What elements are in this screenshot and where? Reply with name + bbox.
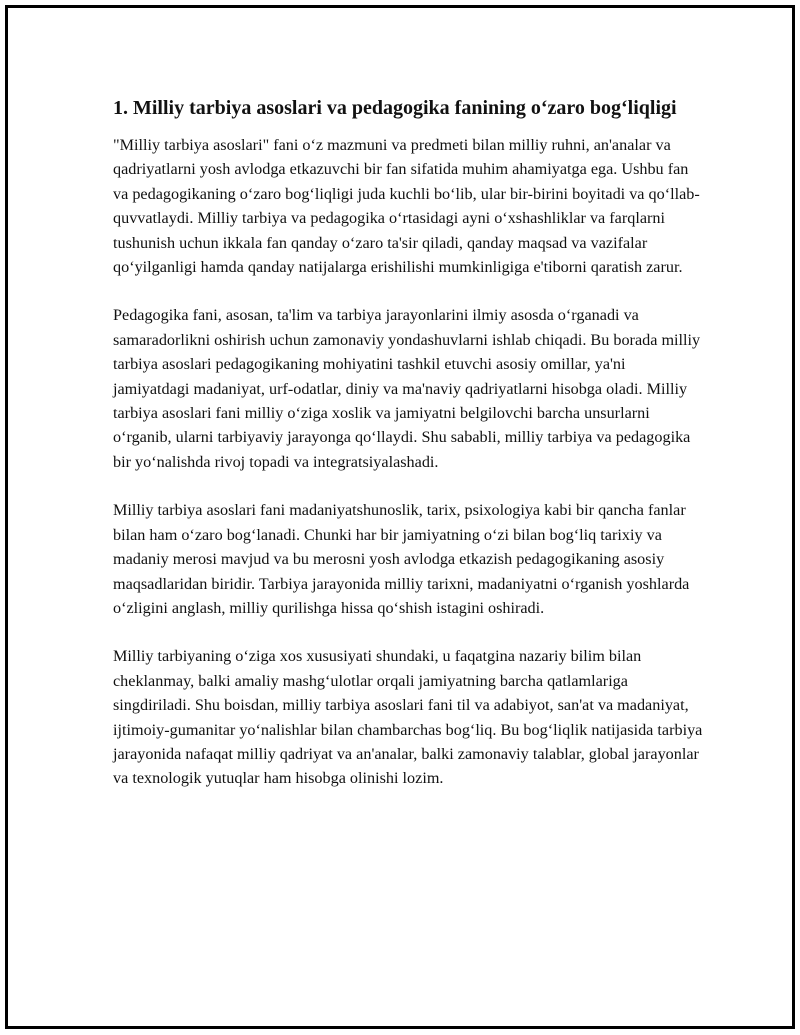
paragraph-3: Milliy tarbiya asoslari fani madaniyatshunoslik, tarix, psixologiya kabi bir qancha fanlar bilan ham oʻzaro bogʻlanadi. Chunki har bir jamiyatning oʻzi bilan bogʻliq tarixiy va madaniy merosi mavjud va bu merosni yosh avlodga etkazish pedagogikaning asosiy maqsadlaridan biridir. Tarbiya jarayonida milliy tarixni, madaniyatni oʻrganish yoshlarda oʻzligini anglash, milliy qurilishga hissa qoʻshish istagini oshiradi.	[113, 501, 690, 617]
section-heading: 1. Milliy tarbiya asoslari va pedagogika fanining oʻzaro bogʻliqligi	[113, 97, 677, 119]
document-body	[113, 95, 703, 815]
paragraph-2: Pedagogika fani, asosan, ta'lim va tarbiya jarayonlarini ilmiy asosda oʻrganadi va samaradorlikni oshirish uchun zamonaviy yondashuvlarni ishlab chiqadi. Bu borada milliy tarbiya asoslari pedagogikaning mohiyatini tashkil etuvchi asosiy omillar, ya'ni jamiyatdagi madaniyat, urf-odatlar, diniy va ma'naviy qadriyatlarni hisobga oladi. Milliy tarbiya asoslari fani milliy oʻziga xoslik va jamiyatni belgilovchi barcha unsurlarni oʻrganib, ularni tarbiyaviy jarayonga qoʻllaydi. Shu sababli, milliy tarbiya va pedagogika bir yoʻnalishda rivoj topadi va integratsiyalashadi.	[113, 306, 701, 471]
paragraph-1: "Milliy tarbiya asoslari" fani oʻz mazmuni va predmeti bilan milliy ruhni, an'analar va qadriyatlarni yosh avlodga etkazuvchi bir fan sifatida muhim ahamiyatga ega. Ushbu fan va pedagogikaning oʻzaro bogʻliqligi juda kuchli boʻlib, ular bir-birini boyitadi va qoʻllab-quvvatlaydi. Milliy tarbiya va pedagogika oʻrtasidagi ayni oʻxshashliklar va farqlarni tushunish uchun ikkala fan qanday oʻzaro ta'sir qiladi, qanday maqsad va vazifalar qoʻyilganligi hamda qanday natijalarga erishilishi mumkinligiga e'tiborni qaratish zarur.	[113, 136, 700, 277]
paragraph-4: Milliy tarbiyaning oʻziga xos xususiyati shundaki, u faqatgina nazariy bilim bilan cheklanmay, balki amaliy mashgʻulotlar orqali jamiyatning barcha qatlamlariga singdiriladi. Shu boisdan, milliy tarbiya asoslari fani til va adabiyot, san'at va madaniyat, ijtimoiy-gumanitar yoʻnalishlar bilan chambarchas bogʻliq. Bu bogʻliqlik natijasida tarbiya jarayonida nafaqat milliy qadriyat va an'analar, balki zamonaviy talablar, global jarayonlar va texnologik yutuqlar ham hisobga olinishi lozim.	[113, 647, 703, 788]
